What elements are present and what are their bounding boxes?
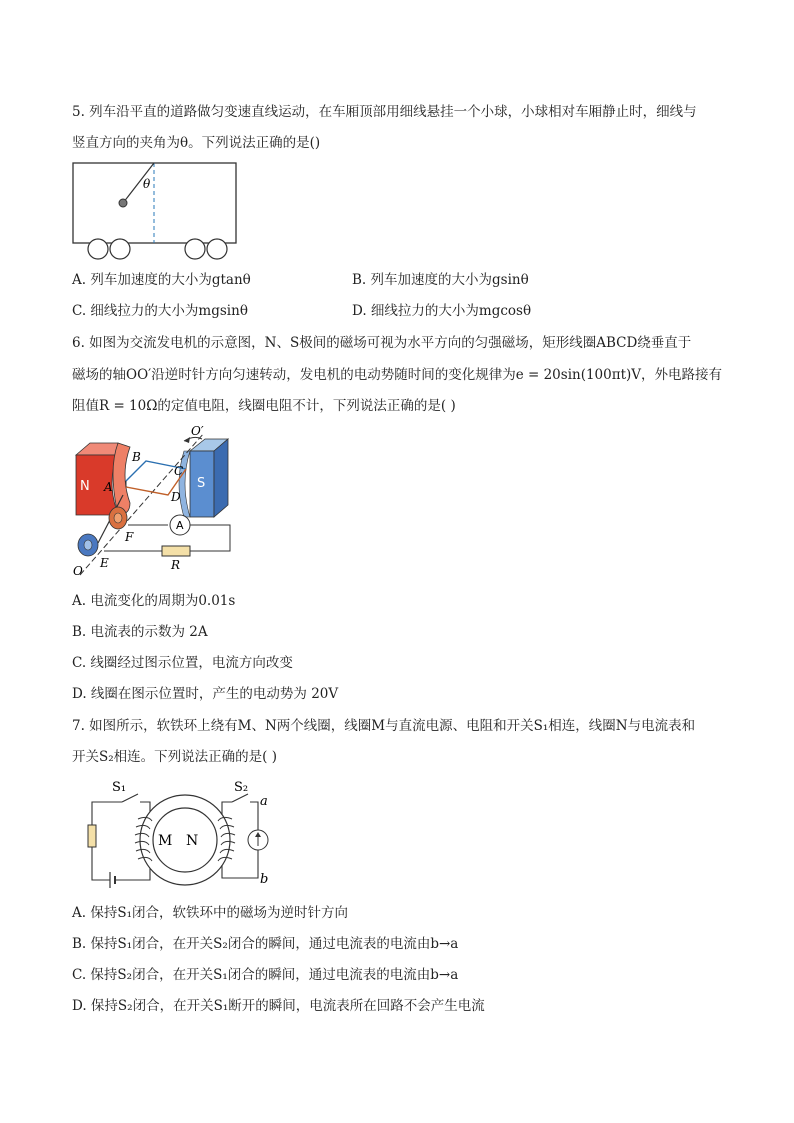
wheel	[88, 239, 108, 259]
q6-stem-line3: 阻值R = 10Ω的定值电阻，线圈电阻不计，下列说法正确的是( )	[72, 398, 456, 414]
wheel	[110, 239, 130, 259]
q7-option-a[interactable]: A. 保持S₁闭合，软铁环中的磁场为逆时针方向	[72, 905, 348, 921]
angle-theta-label: θ	[143, 177, 151, 191]
label-c: C	[174, 464, 184, 478]
label-f: F	[125, 530, 134, 544]
q5-option-c[interactable]: C. 细线拉力的大小为mgsinθ	[72, 303, 248, 319]
label-s-pole: S	[197, 476, 206, 491]
q5-option-d[interactable]: D. 细线拉力的大小为mgcosθ	[352, 303, 532, 319]
q6-stem-line2: 磁场的轴OO′沿逆时针方向匀速转动，发电机的电动势随时间的变化规律为e = 20sin(100πt)V，外电路接有	[72, 367, 723, 383]
label-b-terminal: b	[260, 872, 269, 887]
q6-option-d[interactable]: D. 线圈在图示位置时，产生的电动势为 20V	[72, 686, 339, 702]
label-o-prime: O′	[191, 425, 204, 438]
label-coil-m: M	[158, 833, 173, 849]
q5-stem-line1: 5. 列车沿平直的道路做匀变速直线运动，在车厢顶部用细线悬挂一个小球，小球相对车厢静止时，细线与	[72, 104, 697, 120]
hanging-ball	[119, 199, 127, 207]
resistor	[88, 825, 96, 847]
label-a: A	[104, 480, 113, 494]
label-o: O	[73, 564, 83, 578]
q7-stem-line1: 7. 如图所示，软铁环上绕有M、N两个线圈，线圈M与直流电源、电阻和开关S₁相连，线圈N与电流表和	[72, 718, 696, 734]
q6-option-b[interactable]: B. 电流表的示数为 2A	[72, 624, 208, 640]
q7-figure-iron-ring-circuit	[82, 775, 282, 890]
wheel	[207, 239, 227, 259]
label-coil-n: N	[186, 833, 199, 849]
s-magnet-side	[214, 439, 228, 517]
wire-right	[190, 525, 230, 551]
label-d: D	[171, 490, 181, 504]
q5-option-a[interactable]: A. 列车加速度的大小为gtanθ	[72, 272, 251, 288]
q7-stem-line2: 开关S₂相连。下列说法正确的是( )	[72, 749, 277, 765]
right-circuit-wire-top	[250, 802, 258, 830]
label-s2: S₂	[234, 780, 249, 795]
wheel	[185, 239, 205, 259]
q6-stem-line1: 6. 如图为交流发电机的示意图，N、S极间的磁场可视为水平方向的匀强磁场，矩形线圈ABCD绕垂直于	[72, 335, 692, 351]
ammeter-label: A	[176, 519, 184, 532]
n-magnet-top	[76, 443, 118, 455]
q6-figure-ac-generator	[68, 425, 248, 580]
q7-option-c[interactable]: C. 保持S₂闭合，在开关S₁闭合的瞬间，通过电流表的电流由b→a	[72, 967, 459, 983]
resistor-r	[162, 546, 190, 556]
label-e: E	[100, 556, 109, 570]
q5-option-b[interactable]: B. 列车加速度的大小为gsinθ	[352, 272, 529, 288]
q5-stem-line2: 竖直方向的夹角为θ。下列说法正确的是()	[72, 135, 321, 151]
label-a-terminal: a	[260, 794, 268, 809]
label-s1: S₁	[112, 780, 127, 795]
train-car-body	[73, 163, 236, 243]
label-b: B	[132, 450, 141, 464]
q5-figure-train-car	[70, 160, 240, 260]
switch-s2	[232, 794, 248, 802]
label-n-pole: N	[80, 479, 90, 494]
q7-option-d[interactable]: D. 保持S₂闭合，在开关S₁断开的瞬间，电流表所在回路不会产生电流	[72, 998, 485, 1014]
s-magnet-pole-face	[179, 451, 190, 517]
q6-option-c[interactable]: C. 线圈经过图示位置，电流方向改变	[72, 655, 293, 671]
switch-s1	[122, 794, 138, 802]
q6-option-a[interactable]: A. 电流变化的周期为0.01s	[72, 593, 236, 609]
label-r: R	[171, 558, 181, 572]
q7-option-b[interactable]: B. 保持S₁闭合，在开关S₂闭合的瞬间，通过电流表的电流由b→a	[72, 936, 459, 952]
